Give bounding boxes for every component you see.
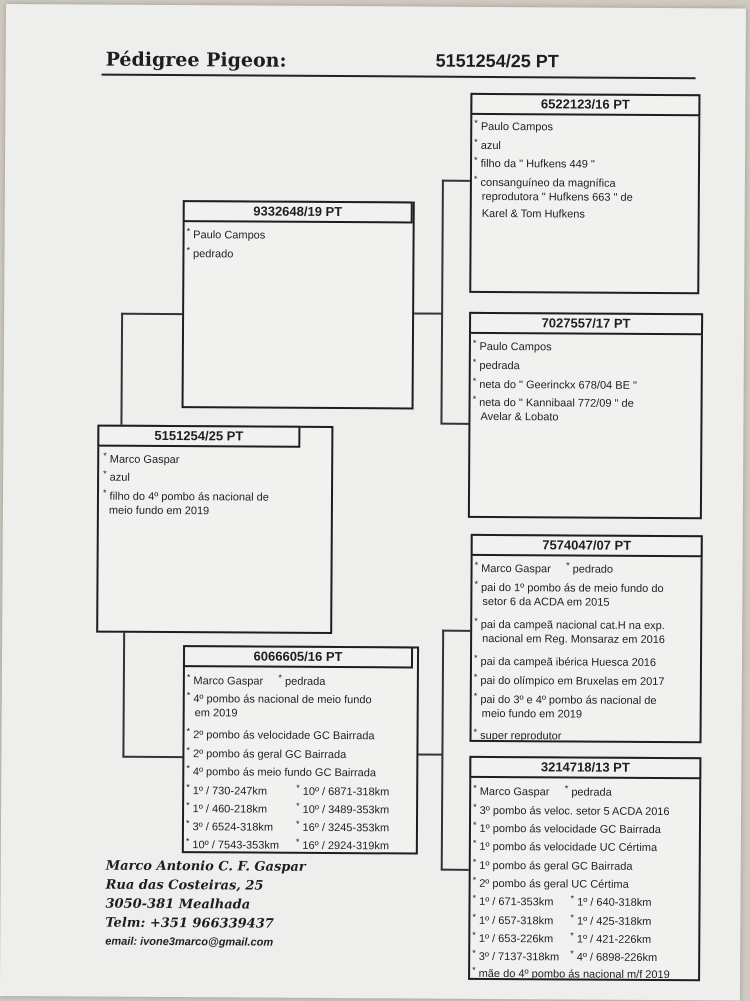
connector-line (122, 756, 184, 758)
card-line: * Paulo Campos (472, 337, 552, 354)
sire-card (182, 200, 415, 409)
card-line: * 2º pombo ás geral UC Cértima (472, 874, 629, 891)
card-line: nacional em Reg. Monsaraz em 2016 (482, 632, 665, 647)
card-line: * pai da campeã nacional cat.H na exp. (474, 615, 665, 633)
card-line: * azul (474, 136, 501, 153)
card-line: * 1º pombo ás geral GC Bairrada (472, 856, 633, 873)
result-line: * 10º / 3489-353km (296, 800, 390, 817)
result-line: * 1º / 657-318km (472, 911, 554, 928)
card-line: * neta do " Geerinckx 678/04 BE " (472, 375, 637, 392)
card-line: * 2º pombo ás geral GC Bairrada (186, 745, 347, 762)
dam-dam-ring-number: 3214718/13 PT (469, 756, 701, 779)
card-line: Avelar & Lobato (480, 410, 559, 424)
sire-ring-number: 9332648/19 PT (183, 200, 413, 223)
connector-line (440, 423, 468, 425)
card-line: * pai do olímpico em Bruxelas em 2017 (473, 671, 665, 689)
connector-line (441, 869, 469, 871)
card-line: * Marco Gaspar * pedrada (186, 672, 326, 688)
result-line: * 1º / 653-226km (472, 929, 554, 946)
card-line: * 4º pombo ás meio fundo GC Bairrada (186, 763, 377, 780)
result-line: * 10º / 6871-318km (296, 782, 390, 799)
result-line: * 1º / 640-318km (570, 893, 652, 909)
card-line: setor 6 da ACDA em 2015 (482, 595, 610, 609)
pigeon-ring-number: 5151254/25 PT (97, 425, 300, 448)
dam-sire-ring-number: 7574047/07 PT (471, 534, 703, 557)
dam-sire-card (470, 534, 703, 743)
page-title: Pédigree Pigeon: (105, 48, 287, 72)
card-line: * 2º pombo ás velocidade GC Bairrada (186, 726, 375, 743)
card-line: * consanguíneo da magnífica (473, 173, 616, 190)
card-line: * Paulo Campos (474, 117, 554, 134)
card-line: * 1º pombo ás velocidade UC Cértima (472, 837, 658, 854)
connector-line (442, 630, 470, 632)
card-line: * filho do 4º pombo ás nacional de (102, 487, 269, 504)
sire-dam-card (468, 312, 703, 519)
connector-line (120, 313, 122, 425)
card-line: * 3º pombo ás veloc. setor 5 ACDA 2016 (473, 801, 670, 819)
card-line: reprodutora " Hufkens 663 " de (481, 190, 633, 204)
card-line: * Marco Gaspar * pedrado (474, 559, 614, 576)
result-line: * 1º / 730-247km (186, 782, 268, 798)
card-line: meio fundo em 2019 (481, 707, 583, 721)
card-line: * Marco Gaspar * pedrada (473, 782, 612, 799)
result-line: * 3º / 6524-318km (185, 818, 274, 834)
connector-line (122, 631, 124, 757)
card-line: meio fundo em 2019 (108, 504, 210, 518)
result-line: * 1º / 671-353km (472, 892, 554, 909)
dam-dam-card (468, 756, 701, 981)
result-line: * 1º / 460-218km (186, 800, 268, 816)
breeder-contact (105, 857, 306, 953)
title-underline (102, 74, 696, 80)
breeder-email: email: ivone3marco@gmail.com (105, 935, 274, 949)
card-line: em 2019 (194, 707, 238, 720)
result-line: * 10º / 7543-353km (185, 836, 280, 852)
card-line: * pai do 1º pombo ás de meio fundo do (474, 578, 664, 596)
dam-card (182, 645, 419, 854)
breeder-name: Marco Antonio C. F. Gaspar (105, 858, 306, 875)
result-line: * 4º / 6898-226km (570, 948, 658, 964)
breeder-phone: Telm: +351 966339437 (105, 915, 274, 932)
card-line: * pai do 3º e 4º pombo ás nacional de (473, 690, 657, 707)
connector-line (441, 630, 444, 870)
sire-dam-ring-number: 7027557/17 PT (469, 312, 703, 335)
breeder-street: Rua das Costeiras, 25 (105, 877, 264, 894)
pigeon-card (96, 425, 333, 634)
result-line: * 1º / 421-226km (570, 930, 652, 946)
pedigree-sheet (0, 4, 746, 1001)
connector-line (440, 180, 443, 424)
card-line: * super reprodutor (473, 726, 562, 743)
page-ring-number: 5151254/25 PT (435, 50, 559, 72)
card-line: * pai da campeã ibérica Huesca 2016 (473, 652, 657, 669)
card-line: Karel & Tom Hufkens (481, 207, 585, 221)
card-line: * Marco Gaspar (103, 450, 180, 467)
connector-line (442, 180, 470, 182)
card-line: * 4º pombo ás nacional de meio fundo (186, 690, 372, 707)
result-line: * 16º / 2924-319km (295, 836, 390, 853)
dam-ring-number: 6066605/16 PT (183, 645, 413, 668)
card-line: * Paulo Campos (186, 226, 266, 242)
sire-sire-card (469, 93, 700, 294)
card-line: * neta do " Kannibaal 772/09 " de (472, 393, 634, 410)
card-line: * azul (103, 468, 130, 484)
result-line: * 1º / 425-318km (570, 912, 652, 928)
breeder-city: 3050-381 Mealhada (105, 896, 251, 913)
card-line: * pedrada (472, 356, 520, 373)
connector-line (414, 754, 442, 756)
card-footer-line: * mãe do 4º pombo ás nacional m/f 2019 (472, 964, 670, 982)
connector-line (412, 312, 442, 314)
card-line: * filho da " Hufkens 449 " (474, 154, 595, 171)
result-line: * 16º / 3245-353km (295, 818, 390, 835)
connector-line (121, 313, 183, 315)
result-line: * 3º / 7137-318km (472, 947, 560, 964)
sire-sire-ring-number: 6522123/16 PT (470, 93, 700, 116)
card-line: * 1º pombo ás velocidade GC Bairrada (472, 819, 661, 837)
card-line: * pedrado (186, 245, 234, 261)
